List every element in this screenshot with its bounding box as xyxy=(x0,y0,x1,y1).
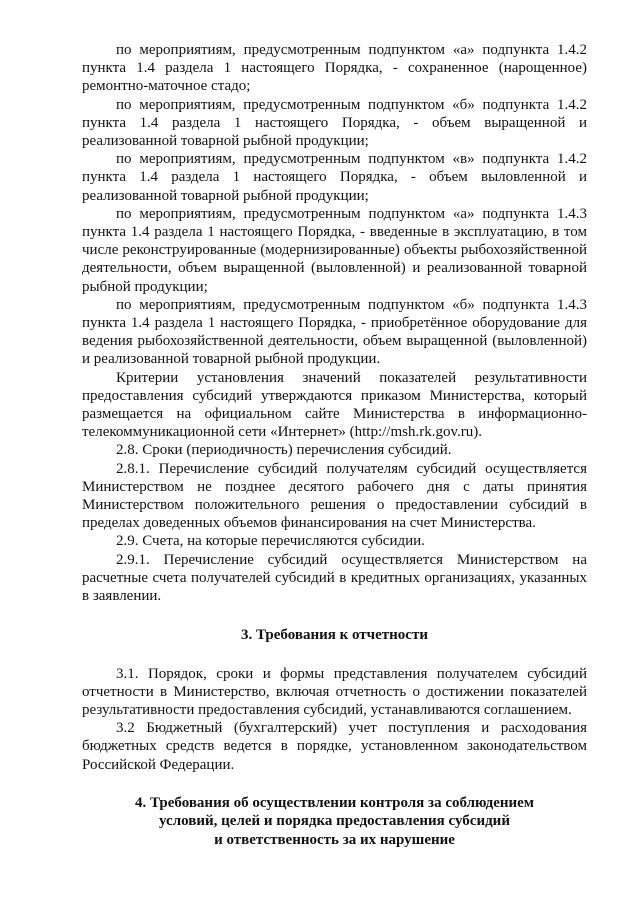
paragraph: 3.2 Бюджетный (бухгалтерский) учет поступления и расходования бюджетных средств ведется в порядке, установленном законодательством Российской Федерации. xyxy=(82,720,587,773)
paragraph: 2.8. Сроки (периодичность) перечисления субсидий. xyxy=(116,442,452,459)
paragraph: по мероприятиям, предусмотренным подпунктом «а» подпункта 1.4.3 пункта 1.4 раздела 1 настоящего Порядка, - введенные в эксплуатацию, в том числе реконструированные (модернизированные) объекты рыбохозяйственной деятельности, объем выращенной (выловленной) и реализованной товарной рыбной продукции; xyxy=(82,205,587,295)
document-body xyxy=(82,41,587,849)
heading-line: условий, целей и порядка предоставления субсидий xyxy=(159,813,510,830)
heading-line: и ответственность за их нарушение xyxy=(214,831,455,848)
paragraph: 2.9. Счета, на которые перечисляются субсидии. xyxy=(116,533,425,550)
paragraph: 2.8.1. Перечисление субсидий получателям субсидий осуществляется Министерством не позднее десятого рабочего дня с даты принятия Министерством положительного решения о предоставлении субсидий в пределах доведенных объемов финансирования на счет Министерства. xyxy=(82,460,587,532)
paragraph: 3.1. Порядок, сроки и формы представления получателем субсидий отчетности в Министерство, включая отчетность о достижении показателей результативности предоставления субсидий, устанавливаются соглашением. xyxy=(82,665,587,718)
heading-line: 4. Требования об осуществлении контроля за соблюдением xyxy=(134,794,535,811)
paragraph: 2.9.1. Перечисление субсидий осуществляется Министерством на расчетные счета получателей субсидий в кредитных организациях, указанных в заявлении. xyxy=(82,551,587,605)
paragraph: по мероприятиям, предусмотренным подпунктом «в» подпункта 1.4.2 пункта 1.4 раздела 1 настоящего Порядка, - объем выловленной и реализованной товарной рыбной продукции; xyxy=(82,151,587,204)
paragraph: по мероприятиям, предусмотренным подпунктом «б» подпункта 1.4.3 пункта 1.4 раздела 1 настоящего Порядка, - приобретённое оборудование для ведения рыбохозяйственной деятельности, объем выращенной (выловленной) и реализованной товарной рыбной продукции. xyxy=(82,296,587,368)
paragraph: Критерии установления значений показателей результативности предоставления субсидий утверждаются приказом Министерства, который размещается на официальном сайте Министерства в информационно-телекоммуникационной сети «Интернет» (http://msh.rk.gov.ru). xyxy=(82,369,587,441)
paragraph: по мероприятиям, предусмотренным подпунктом «а» подпункта 1.4.2 пункта 1.4 раздела 1 настоящего Порядка, - сохраненное (нарощенное) ремонтно-маточное стадо; xyxy=(82,42,587,95)
section-4-heading xyxy=(82,794,587,850)
paragraph: по мероприятиям, предусмотренным подпунктом «б» подпункта 1.4.2 пункта 1.4 раздела 1 настоящего Порядка, - объем выращенной и реализованной товарной рыбной продукции; xyxy=(82,96,587,150)
section-3-heading: 3. Требования к отчетности xyxy=(241,627,428,644)
